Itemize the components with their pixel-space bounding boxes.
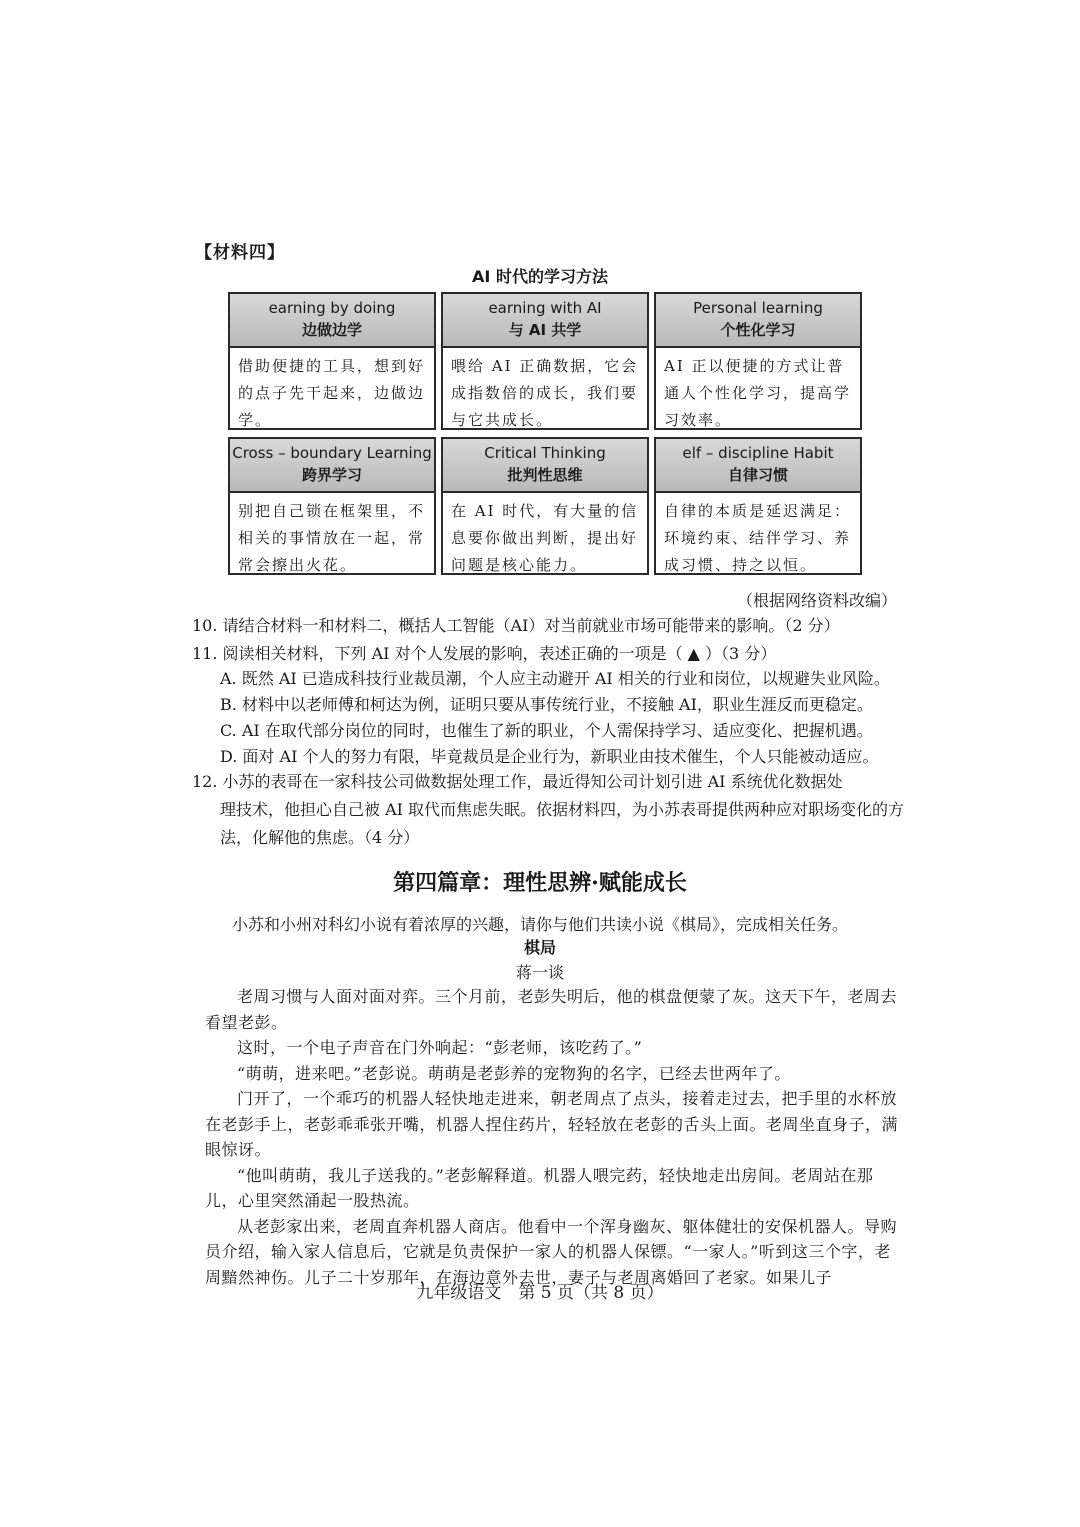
method-zh: 边做边学: [301, 321, 362, 339]
story-paragraph: 从老彭家出来，老周直奔机器人商店。他看中一个浑身幽灰、躯体健壮的安保机器人。导购员介绍，输入家人信息后，它就是负责保护一家人的机器人保镖。“一家人。”听到这三个字，老周黯然神伤。儿子二十岁那年，在海边意外去世，妻子与老周离婚回了老家。如果儿子: [205, 1216, 898, 1287]
question-12: [192, 768, 907, 852]
story-paragraph: 门开了，一个乖巧的机器人轻快地走进来，朝老周点了点头，接着走过去，把手里的水杯放在老彭手上，老彭乖乖张开嘴，机器人捏住药片，轻轻放在老彭的舌头上面。老周坐直身子，满眼惊讶。: [205, 1089, 899, 1159]
method-card: [441, 292, 649, 430]
method-zh: 跨界学习: [301, 466, 362, 484]
method-card: [654, 292, 862, 430]
method-text: 在 AI 时代，有大量的信息要你做出判断，提出好问题是核心能力。: [451, 502, 639, 574]
story-title: 棋局: [523, 938, 556, 957]
option-c: C. AI 在取代部分岗位的同时，也催生了新的职业，个人需保持学习、适应变化、把握机遇。: [220, 721, 873, 740]
question-10: 10. 请结合材料一和材料二，概括人工智能（AI）对当前就业市场可能带来的影响。（2 分）: [192, 616, 840, 635]
method-en: earning with AI: [488, 299, 602, 317]
story-body: [205, 984, 905, 1290]
method-card: [441, 437, 649, 575]
method-text: 喂给 AI 正确数据，它会成指数倍的成长，我们要与它共成长。: [451, 357, 639, 429]
method-card: [654, 437, 862, 575]
method-en: elf – discipline Habit: [682, 444, 834, 462]
source-note: （根据网络资料改编）: [736, 591, 897, 610]
method-text: 借助便捷的工具，想到好的点子先干起来，边做边学。: [238, 357, 426, 429]
method-text: AI 正以便捷的方式让普通人个性化学习，提高学习效率。: [664, 357, 852, 429]
chapter-intro: 小苏和小州对科幻小说有着浓厚的兴趣，请你与他们共读小说《棋局》，完成相关任务。: [231, 915, 848, 934]
option-a: A. 既然 AI 已造成科技行业裁员潮，个人应主动避开 AI 相关的行业和岗位，以规避失业风险。: [220, 669, 890, 688]
method-text: 自律的本质是延迟满足：环境约束、结伴学习、养成习惯、持之以恒。: [664, 502, 852, 574]
story-paragraph: “萌萌，进来吧。”老彭说。萌萌是老彭养的宠物狗的名字，已经去世两年了。: [237, 1063, 791, 1083]
method-en: earning by doing: [268, 299, 396, 317]
method-card: [228, 292, 436, 430]
question-11: 11. 阅读相关材料，下列 AI 对个人发展的影响，表述正确的一项是（ ▲ ）（3 分）: [192, 644, 777, 663]
method-zh: 与 AI 共学: [508, 321, 582, 339]
story-author: 蒋一谈: [515, 963, 564, 982]
option-b: B. 材料中以老师傅和柯达为例，证明只要从事传统行业，不接触 AI，职业生涯反而更稳定。: [220, 695, 873, 714]
page-footer: 九年级语文 第 5 页（共 8 页）: [416, 1283, 664, 1303]
chapter-title: 第四篇章：理性思辨·赋能成长: [393, 870, 687, 896]
story-paragraph: 老周习惯与人面对面对弈。三个月前，老彭失明后，他的棋盘便蒙了灰。这天下午，老周去看望老彭。: [205, 987, 898, 1032]
question-12-line1: 12. 小苏的表哥在一家科技公司做数据处理工作，最近得知公司计划引进 AI 系统优化数据处: [192, 772, 843, 791]
story-paragraph: 这时，一个电子声音在门外响起：“彭老师，该吃药了。”: [237, 1038, 643, 1057]
method-zh: 个性化学习: [720, 321, 796, 339]
method-en: Personal learning: [693, 299, 823, 317]
method-en: Critical Thinking: [484, 444, 606, 462]
method-zh: 批判性思维: [507, 466, 583, 484]
method-card: [228, 437, 436, 575]
method-text: 别把自己锁在框架里，不相关的事情放在一起，常常会擦出火花。: [238, 502, 426, 574]
material-label: 【材料四】: [195, 243, 285, 263]
question-12-rest: 理技术，他担心自己被 AI 取代而焦虑失眠。依据材料四，为小苏表哥提供两种应对职场变化的方法，化解他的焦虑。（4 分）: [220, 800, 905, 847]
method-zh: 自律习惯: [727, 466, 788, 484]
option-d: D. 面对 AI 个人的努力有限，毕竟裁员是企业行为，新职业由技术催生，个人只能被动适应。: [220, 747, 879, 766]
story-paragraph: “他叫萌萌，我儿子送我的。”老彭解释道。机器人喂完药，轻快地走出房间。老周站在那儿，心里突然涌起一股热流。: [205, 1165, 874, 1210]
method-en: Cross – boundary Learning: [232, 444, 432, 462]
table-title: AI 时代的学习方法: [472, 267, 608, 286]
